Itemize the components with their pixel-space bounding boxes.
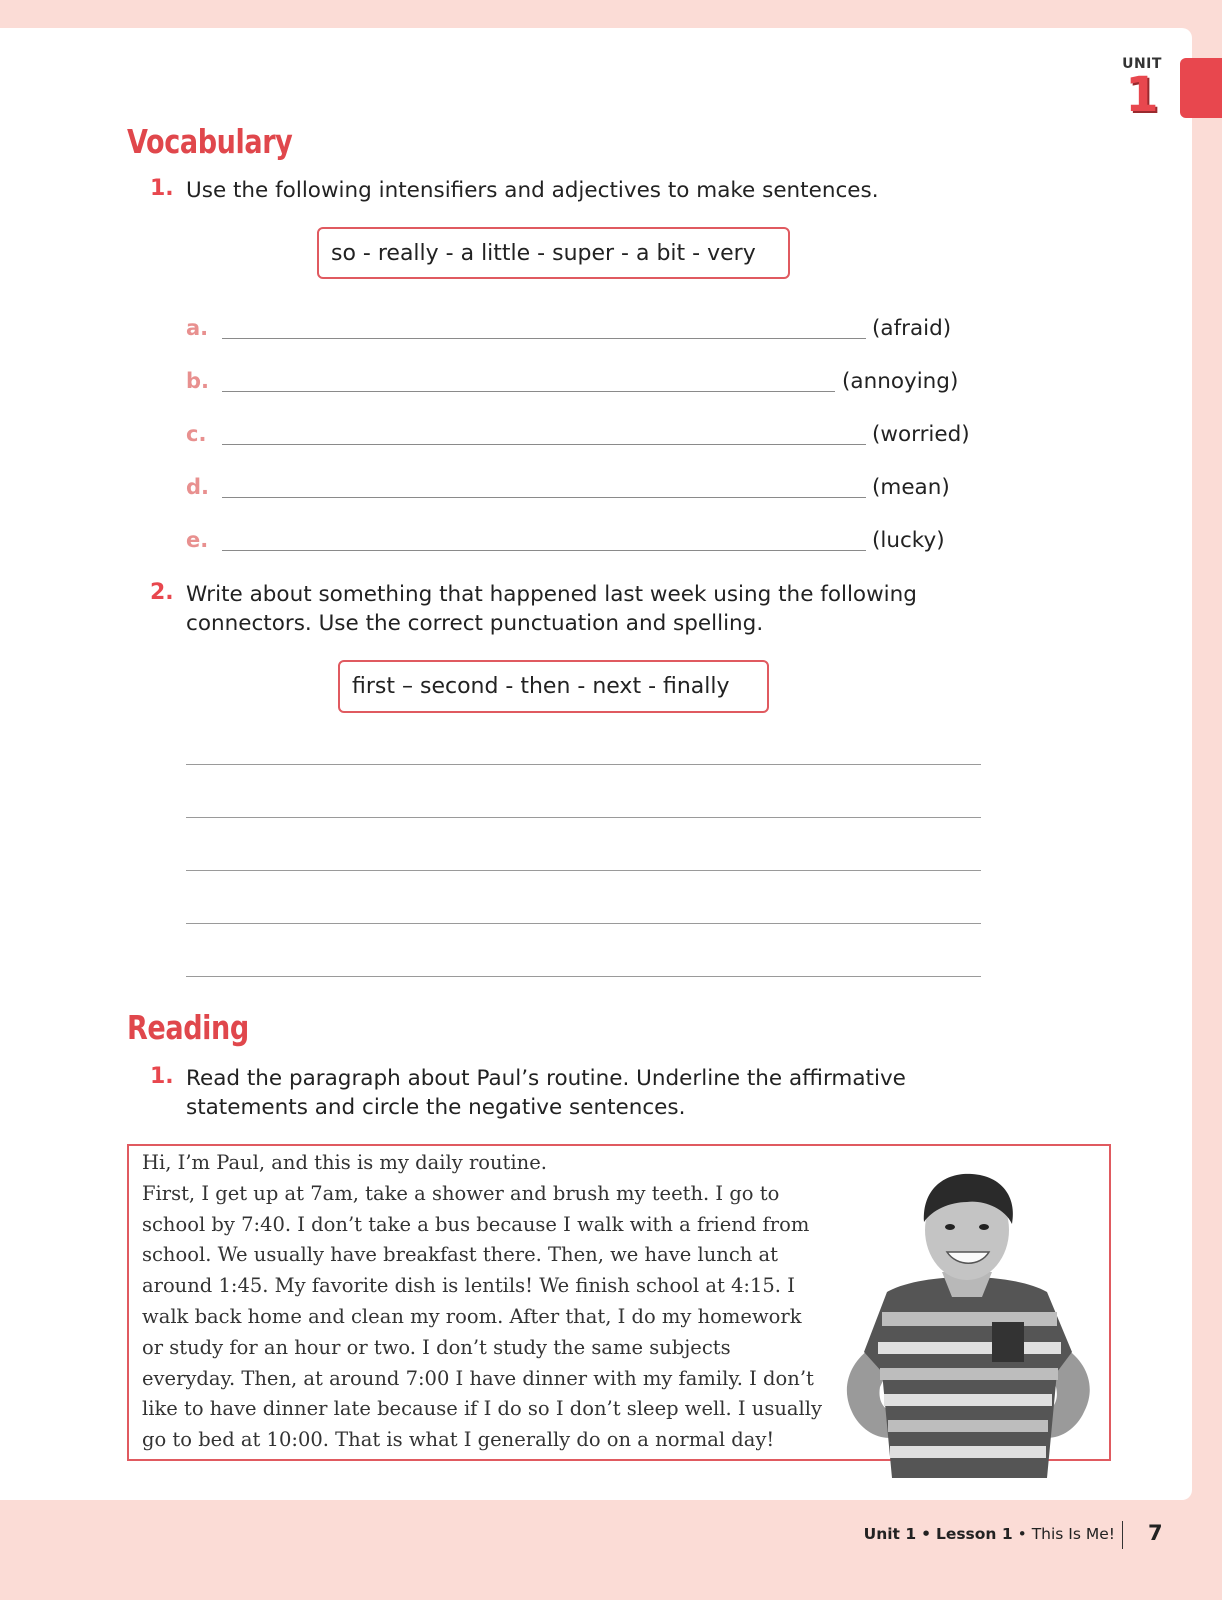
passage-line: Hi, I’m Paul, and this is my daily routine.	[142, 1151, 547, 1174]
footer-breadcrumb	[864, 1525, 1115, 1543]
writing-line[interactable]	[186, 817, 981, 818]
question-number: 1.	[150, 1064, 174, 1089]
passage-line: everyday. Then, at around 7:00 I have dinner with my family. I don’t	[142, 1366, 814, 1390]
writing-line[interactable]	[186, 976, 981, 977]
question-text-line1: Read the paragraph about Paul’s routine. Underline the affirmative	[186, 1066, 906, 1091]
footer-lesson: Lesson 1	[935, 1525, 1013, 1543]
question-text-line2: connectors. Use the correct punctuation and spelling.	[186, 611, 764, 636]
item-letter: e.	[186, 528, 209, 552]
item-adjective: (afraid)	[872, 316, 952, 341]
writing-line[interactable]	[186, 870, 981, 871]
footer-separator: •	[921, 1525, 931, 1543]
footer-divider	[1122, 1521, 1123, 1549]
passage-line: school by 7:40. I don’t take a bus because I walk with a friend from	[142, 1212, 810, 1236]
passage-line: around 1:45. My favorite dish is lentils! We finish school at 4:15. I	[142, 1274, 795, 1298]
unit-tab	[1180, 58, 1222, 118]
reading-passage	[142, 1148, 842, 1456]
question-number: 2.	[150, 580, 174, 605]
footer-title: This Is Me!	[1031, 1525, 1115, 1543]
passage-line: like to have dinner late because if I do so I don’t sleep well. I usually	[142, 1397, 823, 1421]
item-adjective: (worried)	[872, 422, 970, 447]
question-text-line1: Write about something that happened last week using the following	[186, 582, 917, 607]
answer-line[interactable]	[222, 444, 866, 445]
unit-number: 1	[1125, 67, 1159, 123]
writing-line[interactable]	[186, 764, 981, 765]
writing-line[interactable]	[186, 923, 981, 924]
boy-photo	[832, 1172, 1102, 1478]
reading-title: Reading	[127, 1008, 249, 1047]
passage-line: school. We usually have breakfast there. Then, we have lunch at	[142, 1243, 778, 1267]
item-letter: b.	[186, 369, 210, 393]
item-letter: a.	[186, 316, 209, 340]
question-text: Use the following intensifiers and adjectives to make sentences.	[186, 178, 879, 203]
unit-label: UNIT	[1122, 56, 1162, 72]
footer-separator: •	[1017, 1525, 1027, 1543]
answer-line[interactable]	[222, 550, 866, 551]
passage-line: go to bed at 10:00. That is what I generally do on a normal day!	[142, 1428, 775, 1452]
answer-line[interactable]	[222, 497, 866, 498]
footer-unit: Unit 1	[863, 1525, 917, 1543]
item-adjective: (lucky)	[872, 528, 945, 553]
passage-line: walk back home and clean my room. After that, I do my homework	[142, 1304, 802, 1328]
question-text-line2: statements and circle the negative sentences.	[186, 1095, 686, 1120]
intensifiers-box: so - really - a little - super - a bit - very	[317, 227, 790, 279]
answer-line[interactable]	[222, 391, 835, 392]
item-letter: c.	[186, 422, 207, 446]
item-adjective: (annoying)	[842, 369, 959, 394]
connectors-box: first – second - then - next - finally	[338, 660, 769, 713]
passage-line: First, I get up at 7am, take a shower and brush my teeth. I go to	[142, 1181, 780, 1205]
answer-line[interactable]	[222, 338, 866, 339]
item-letter: d.	[186, 475, 210, 499]
question-number: 1.	[150, 176, 174, 201]
vocabulary-title: Vocabulary	[127, 122, 293, 161]
item-adjective: (mean)	[872, 475, 950, 500]
page-number: 7	[1148, 1521, 1163, 1545]
passage-line: or study for an hour or two. I don’t study the same subjects	[142, 1335, 731, 1359]
